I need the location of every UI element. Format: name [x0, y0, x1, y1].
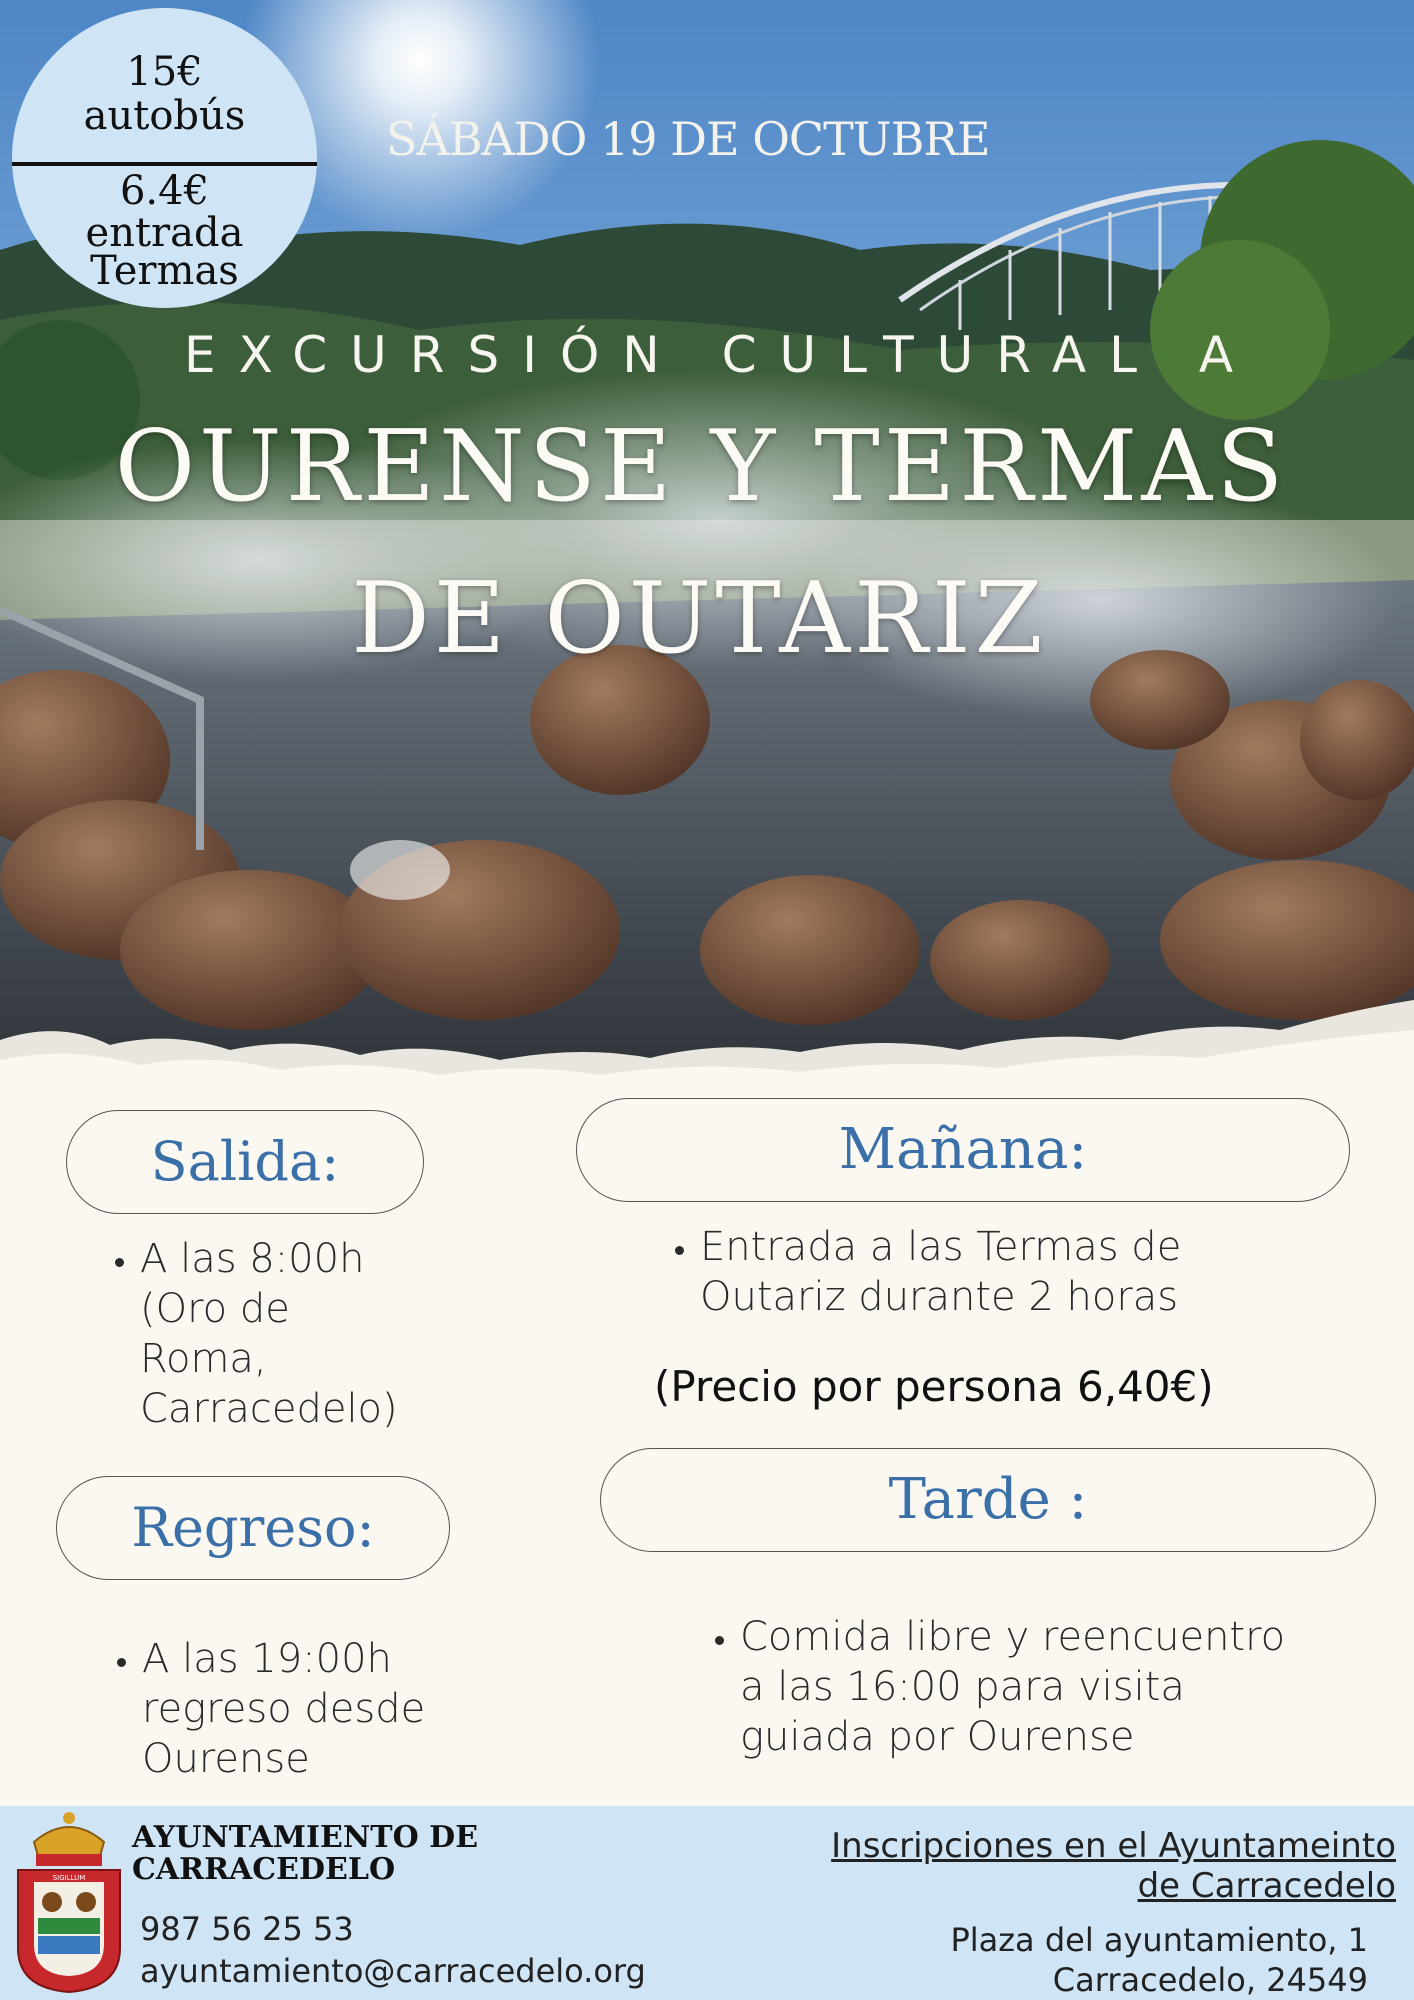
tarde-line: Comida libre y reencuentro — [740, 1614, 1286, 1660]
list-item — [140, 1234, 436, 1434]
regreso-line: A las 19:00h — [142, 1636, 392, 1682]
org-name — [132, 1822, 478, 1886]
tarde-heading-text: Tarde : — [888, 1467, 1088, 1532]
salida-line: Carracedelo) — [140, 1386, 398, 1432]
list-item — [142, 1634, 478, 1784]
entry-price: 6.4€ — [119, 168, 210, 214]
address-line2: Carracedelo, 24549 — [1052, 1961, 1368, 1999]
manana-line: Outariz durante 2 horas — [700, 1274, 1179, 1320]
list-item — [740, 1612, 1336, 1762]
inscriptions-link[interactable] — [831, 1826, 1396, 1906]
tarde-line: guiada por Ourense — [740, 1714, 1135, 1760]
tarde-heading — [600, 1448, 1376, 1552]
tarde-list — [696, 1612, 1336, 1762]
address — [950, 1920, 1368, 2000]
phone-number[interactable]: 987 56 25 53 — [140, 1910, 354, 1948]
bus-price: 15€ — [126, 49, 203, 95]
salida-heading-text: Salida: — [150, 1130, 340, 1193]
email-link[interactable]: ayuntamiento@carracedelo.org — [140, 1952, 646, 1990]
manana-heading — [576, 1098, 1350, 1202]
municipal-crest-icon — [12, 1808, 126, 1994]
address-line1: Plaza del ayuntamiento, 1 — [950, 1921, 1368, 1959]
price-badge — [12, 8, 317, 308]
entry-label: entrada — [85, 210, 244, 256]
list-item — [700, 1222, 1256, 1322]
salida-line: (Oro de — [140, 1286, 290, 1332]
svg-text:SIGILLUM: SIGILLUM — [52, 1874, 86, 1882]
org-name-line1: AYUNTAMIENTO DE — [132, 1820, 479, 1855]
salida-line: Roma, — [140, 1336, 267, 1382]
page-title-line1: OURENSE Y TERMAS — [114, 410, 1288, 524]
regreso-heading-text: Regreso: — [131, 1496, 375, 1559]
manana-heading-text: Mañana: — [838, 1117, 1088, 1182]
inscriptions-line1[interactable]: Inscripciones en el Ayuntameinto — [831, 1826, 1396, 1866]
inscriptions-line2[interactable]: de Carracedelo — [1137, 1866, 1396, 1906]
regreso-line: Ourense — [142, 1736, 310, 1782]
kicker-text: EXCURSIÓN CULTURAL A — [184, 326, 1257, 384]
org-name-line2: CARRACEDELO — [132, 1852, 396, 1887]
salida-list — [96, 1234, 436, 1434]
manana-line: Entrada a las Termas de — [700, 1224, 1182, 1270]
badge-divider — [12, 162, 317, 166]
tarde-line: a las 16:00 para visita — [740, 1664, 1185, 1710]
manana-list — [656, 1222, 1256, 1322]
regreso-list — [98, 1634, 478, 1784]
bus-label: autobús — [83, 93, 246, 139]
entry-label-termas: Termas — [90, 248, 239, 294]
regreso-line: regreso desde — [142, 1686, 426, 1732]
event-date: SÁBADO 19 DE OCTUBRE — [386, 112, 990, 166]
regreso-heading — [56, 1476, 450, 1580]
price-note: (Precio por persona 6,40€) — [654, 1362, 1214, 1411]
page-title-line2: DE OUTARIZ — [351, 562, 1047, 676]
salida-heading — [66, 1110, 424, 1214]
salida-line: A las 8:00h — [140, 1236, 365, 1282]
